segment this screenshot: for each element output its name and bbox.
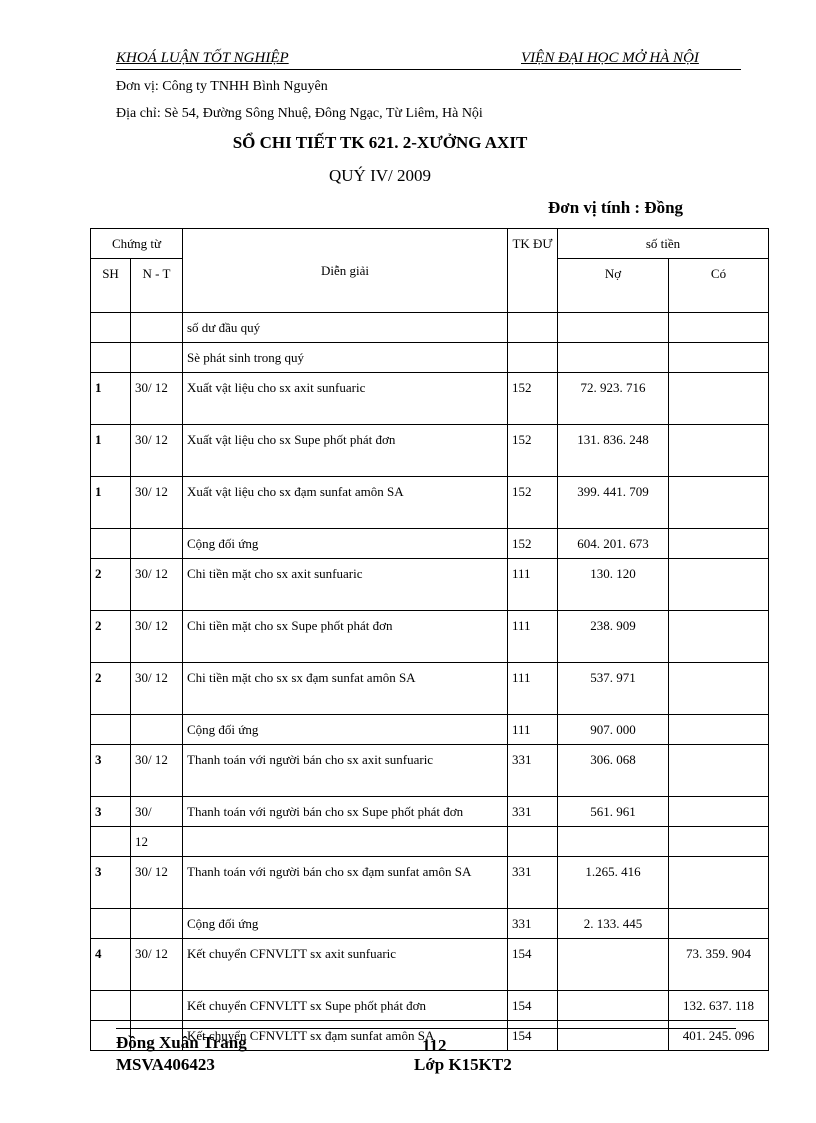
document-title: SỔ CHI TIẾT TK 621. 2-XƯỞNG AXIT <box>232 133 528 152</box>
row-description: Kết chuyển CFNVLTT sx axit sunfuaric <box>183 939 508 991</box>
table-row <box>91 313 769 343</box>
row-description: Chi tiền mặt cho sx Supe phốt phát đơn <box>183 611 508 663</box>
header-right: VIỆN ĐẠI HỌC MỞ HÀ NỘI <box>521 50 699 66</box>
row-description: Thanh toán với người bán cho sx Supe phốt phát đơn <box>183 797 508 827</box>
row-debit: 907. 000 <box>558 715 669 745</box>
row-tk-du: 331 <box>508 909 558 939</box>
table-row <box>91 715 769 745</box>
footer-page-number: 112 <box>422 1036 447 1055</box>
header-nt: N - T <box>131 259 183 313</box>
table-row <box>91 611 769 663</box>
row-description: Cộng đối ứng <box>183 909 508 939</box>
row-credit <box>669 909 769 939</box>
row-credit <box>669 663 769 715</box>
row-debit <box>558 313 669 343</box>
row-credit: 132. 637. 118 <box>669 991 769 1021</box>
table-row <box>91 909 769 939</box>
row-tk-du <box>508 313 558 343</box>
row-debit <box>558 939 669 991</box>
row-sh <box>91 343 131 373</box>
row-tk-du: 111 <box>508 559 558 611</box>
row-debit: 561. 961 <box>558 797 669 827</box>
row-nt <box>131 909 183 939</box>
footer-divider <box>116 1028 736 1029</box>
table-row <box>91 827 769 857</box>
header-tk-du: TK ĐƯ <box>508 229 558 313</box>
row-description: Sè phát sinh trong quý <box>183 343 508 373</box>
row-debit: 130. 120 <box>558 559 669 611</box>
row-description <box>183 827 508 857</box>
table-row <box>91 857 769 909</box>
row-nt: 30/ 12 <box>131 477 183 529</box>
table-row <box>91 559 769 611</box>
company-unit: Đơn vị: Công ty TNHH Bình Nguyên <box>116 79 328 94</box>
header-sh: SH <box>91 259 131 313</box>
row-description: Chi tiền mặt cho sx axit sunfuaric <box>183 559 508 611</box>
row-tk-du <box>508 827 558 857</box>
row-credit <box>669 827 769 857</box>
table-row <box>91 425 769 477</box>
currency-unit: Đơn vị tính : Đồng <box>548 198 684 217</box>
row-sh: 2 <box>91 611 131 663</box>
row-sh: 4 <box>91 939 131 991</box>
row-tk-du: 152 <box>508 373 558 425</box>
row-nt: 30/ 12 <box>131 857 183 909</box>
row-sh <box>91 313 131 343</box>
row-credit: 401. 245. 096 <box>669 1021 769 1051</box>
row-sh: 1 <box>91 373 131 425</box>
header-co: Có <box>669 259 769 313</box>
footer-student-id: MSVA406423 <box>116 1055 215 1074</box>
row-credit <box>669 715 769 745</box>
row-tk-du: 331 <box>508 857 558 909</box>
row-sh <box>91 529 131 559</box>
row-tk-du: 154 <box>508 939 558 991</box>
row-debit: 306. 068 <box>558 745 669 797</box>
row-credit <box>669 857 769 909</box>
table-row <box>91 477 769 529</box>
ledger-body <box>91 313 769 1051</box>
row-debit: 131. 836. 248 <box>558 425 669 477</box>
row-description: Xuất vật liệu cho sx Supe phốt phát đơn <box>183 425 508 477</box>
row-credit <box>669 611 769 663</box>
header-divider <box>116 69 741 70</box>
row-nt: 30/ 12 <box>131 373 183 425</box>
header-no: Nợ <box>558 259 669 313</box>
row-description: Thanh toán với người bán cho sx đạm sunfat amôn SA <box>183 857 508 909</box>
row-sh: 2 <box>91 663 131 715</box>
row-debit <box>558 343 669 373</box>
header-so-tien: số tiền <box>558 229 769 259</box>
row-tk-du: 152 <box>508 529 558 559</box>
row-tk-du <box>508 343 558 373</box>
row-description: Xuất vật liệu cho sx axit sunfuaric <box>183 373 508 425</box>
row-debit <box>558 991 669 1021</box>
row-debit: 1.265. 416 <box>558 857 669 909</box>
row-description: Kết chuyển CFNVLTT sx đạm sunfat amôn SA <box>183 1021 508 1051</box>
row-nt: 30/ 12 <box>131 559 183 611</box>
row-tk-du: 111 <box>508 663 558 715</box>
table-row <box>91 529 769 559</box>
row-nt: 30/ 12 <box>131 425 183 477</box>
row-sh: 1 <box>91 425 131 477</box>
row-sh <box>91 991 131 1021</box>
table-row <box>91 663 769 715</box>
header-left: KHOÁ LUẬN TỐT NGHIỆP <box>116 50 289 66</box>
row-tk-du: 152 <box>508 425 558 477</box>
row-nt: 30/ <box>131 797 183 827</box>
row-tk-du: 331 <box>508 797 558 827</box>
row-tk-du: 154 <box>508 1021 558 1051</box>
row-credit <box>669 477 769 529</box>
row-description: Thanh toán với người bán cho sx axit sunfuaric <box>183 745 508 797</box>
row-tk-du: 111 <box>508 611 558 663</box>
row-debit: 399. 441. 709 <box>558 477 669 529</box>
row-nt: 12 <box>131 827 183 857</box>
row-description: Cộng đối ứng <box>183 529 508 559</box>
row-nt <box>131 991 183 1021</box>
row-nt: 30/ 12 <box>131 663 183 715</box>
table-row <box>91 939 769 991</box>
row-debit: 604. 201. 673 <box>558 529 669 559</box>
row-description: Cộng đối ứng <box>183 715 508 745</box>
row-credit <box>669 373 769 425</box>
row-sh <box>91 827 131 857</box>
row-nt <box>131 343 183 373</box>
row-nt <box>131 313 183 343</box>
footer-class: Lớp K15KT2 <box>414 1055 512 1074</box>
row-credit <box>669 745 769 797</box>
row-credit <box>669 559 769 611</box>
document-subtitle: QUÝ IV/ 2009 <box>329 166 431 185</box>
row-description: số dư đầu quý <box>183 313 508 343</box>
footer-author-name: Đồng Xuân Trang <box>116 1033 247 1052</box>
row-tk-du: 111 <box>508 715 558 745</box>
row-credit <box>669 797 769 827</box>
row-debit: 2. 133. 445 <box>558 909 669 939</box>
row-nt: 30/ 12 <box>131 611 183 663</box>
table-row <box>91 797 769 827</box>
row-description: Xuất vật liệu cho sx đạm sunfat amôn SA <box>183 477 508 529</box>
row-nt <box>131 529 183 559</box>
row-debit <box>558 1021 669 1051</box>
row-credit <box>669 529 769 559</box>
table-row <box>91 343 769 373</box>
row-description: Chi tiền mặt cho sx sx đạm sunfat amôn SA <box>183 663 508 715</box>
row-sh <box>91 909 131 939</box>
company-address: Địa chỉ: Sè 54, Đường Sông Nhuệ, Đông Ngạc, Từ Liêm, Hà Nội <box>116 106 483 121</box>
row-debit <box>558 827 669 857</box>
row-sh: 3 <box>91 745 131 797</box>
row-debit: 72. 923. 716 <box>558 373 669 425</box>
row-debit: 537. 971 <box>558 663 669 715</box>
row-tk-du: 154 <box>508 991 558 1021</box>
table-row <box>91 745 769 797</box>
row-credit <box>669 343 769 373</box>
row-debit: 238. 909 <box>558 611 669 663</box>
row-sh <box>91 715 131 745</box>
header-dien-giai: Diễn giải <box>183 229 508 313</box>
row-credit <box>669 425 769 477</box>
row-sh: 1 <box>91 477 131 529</box>
row-nt <box>131 715 183 745</box>
row-nt: 30/ 12 <box>131 745 183 797</box>
row-sh: 3 <box>91 797 131 827</box>
row-sh: 3 <box>91 857 131 909</box>
row-description: Kết chuyển CFNVLTT sx Supe phốt phát đơn <box>183 991 508 1021</box>
ledger-table <box>90 228 769 1051</box>
row-nt: 30/ 12 <box>131 939 183 991</box>
header-chung-tu: Chứng từ <box>91 229 183 259</box>
table-row <box>91 373 769 425</box>
row-credit <box>669 313 769 343</box>
row-tk-du: 331 <box>508 745 558 797</box>
row-tk-du: 152 <box>508 477 558 529</box>
row-sh: 2 <box>91 559 131 611</box>
table-row <box>91 991 769 1021</box>
row-credit: 73. 359. 904 <box>669 939 769 991</box>
